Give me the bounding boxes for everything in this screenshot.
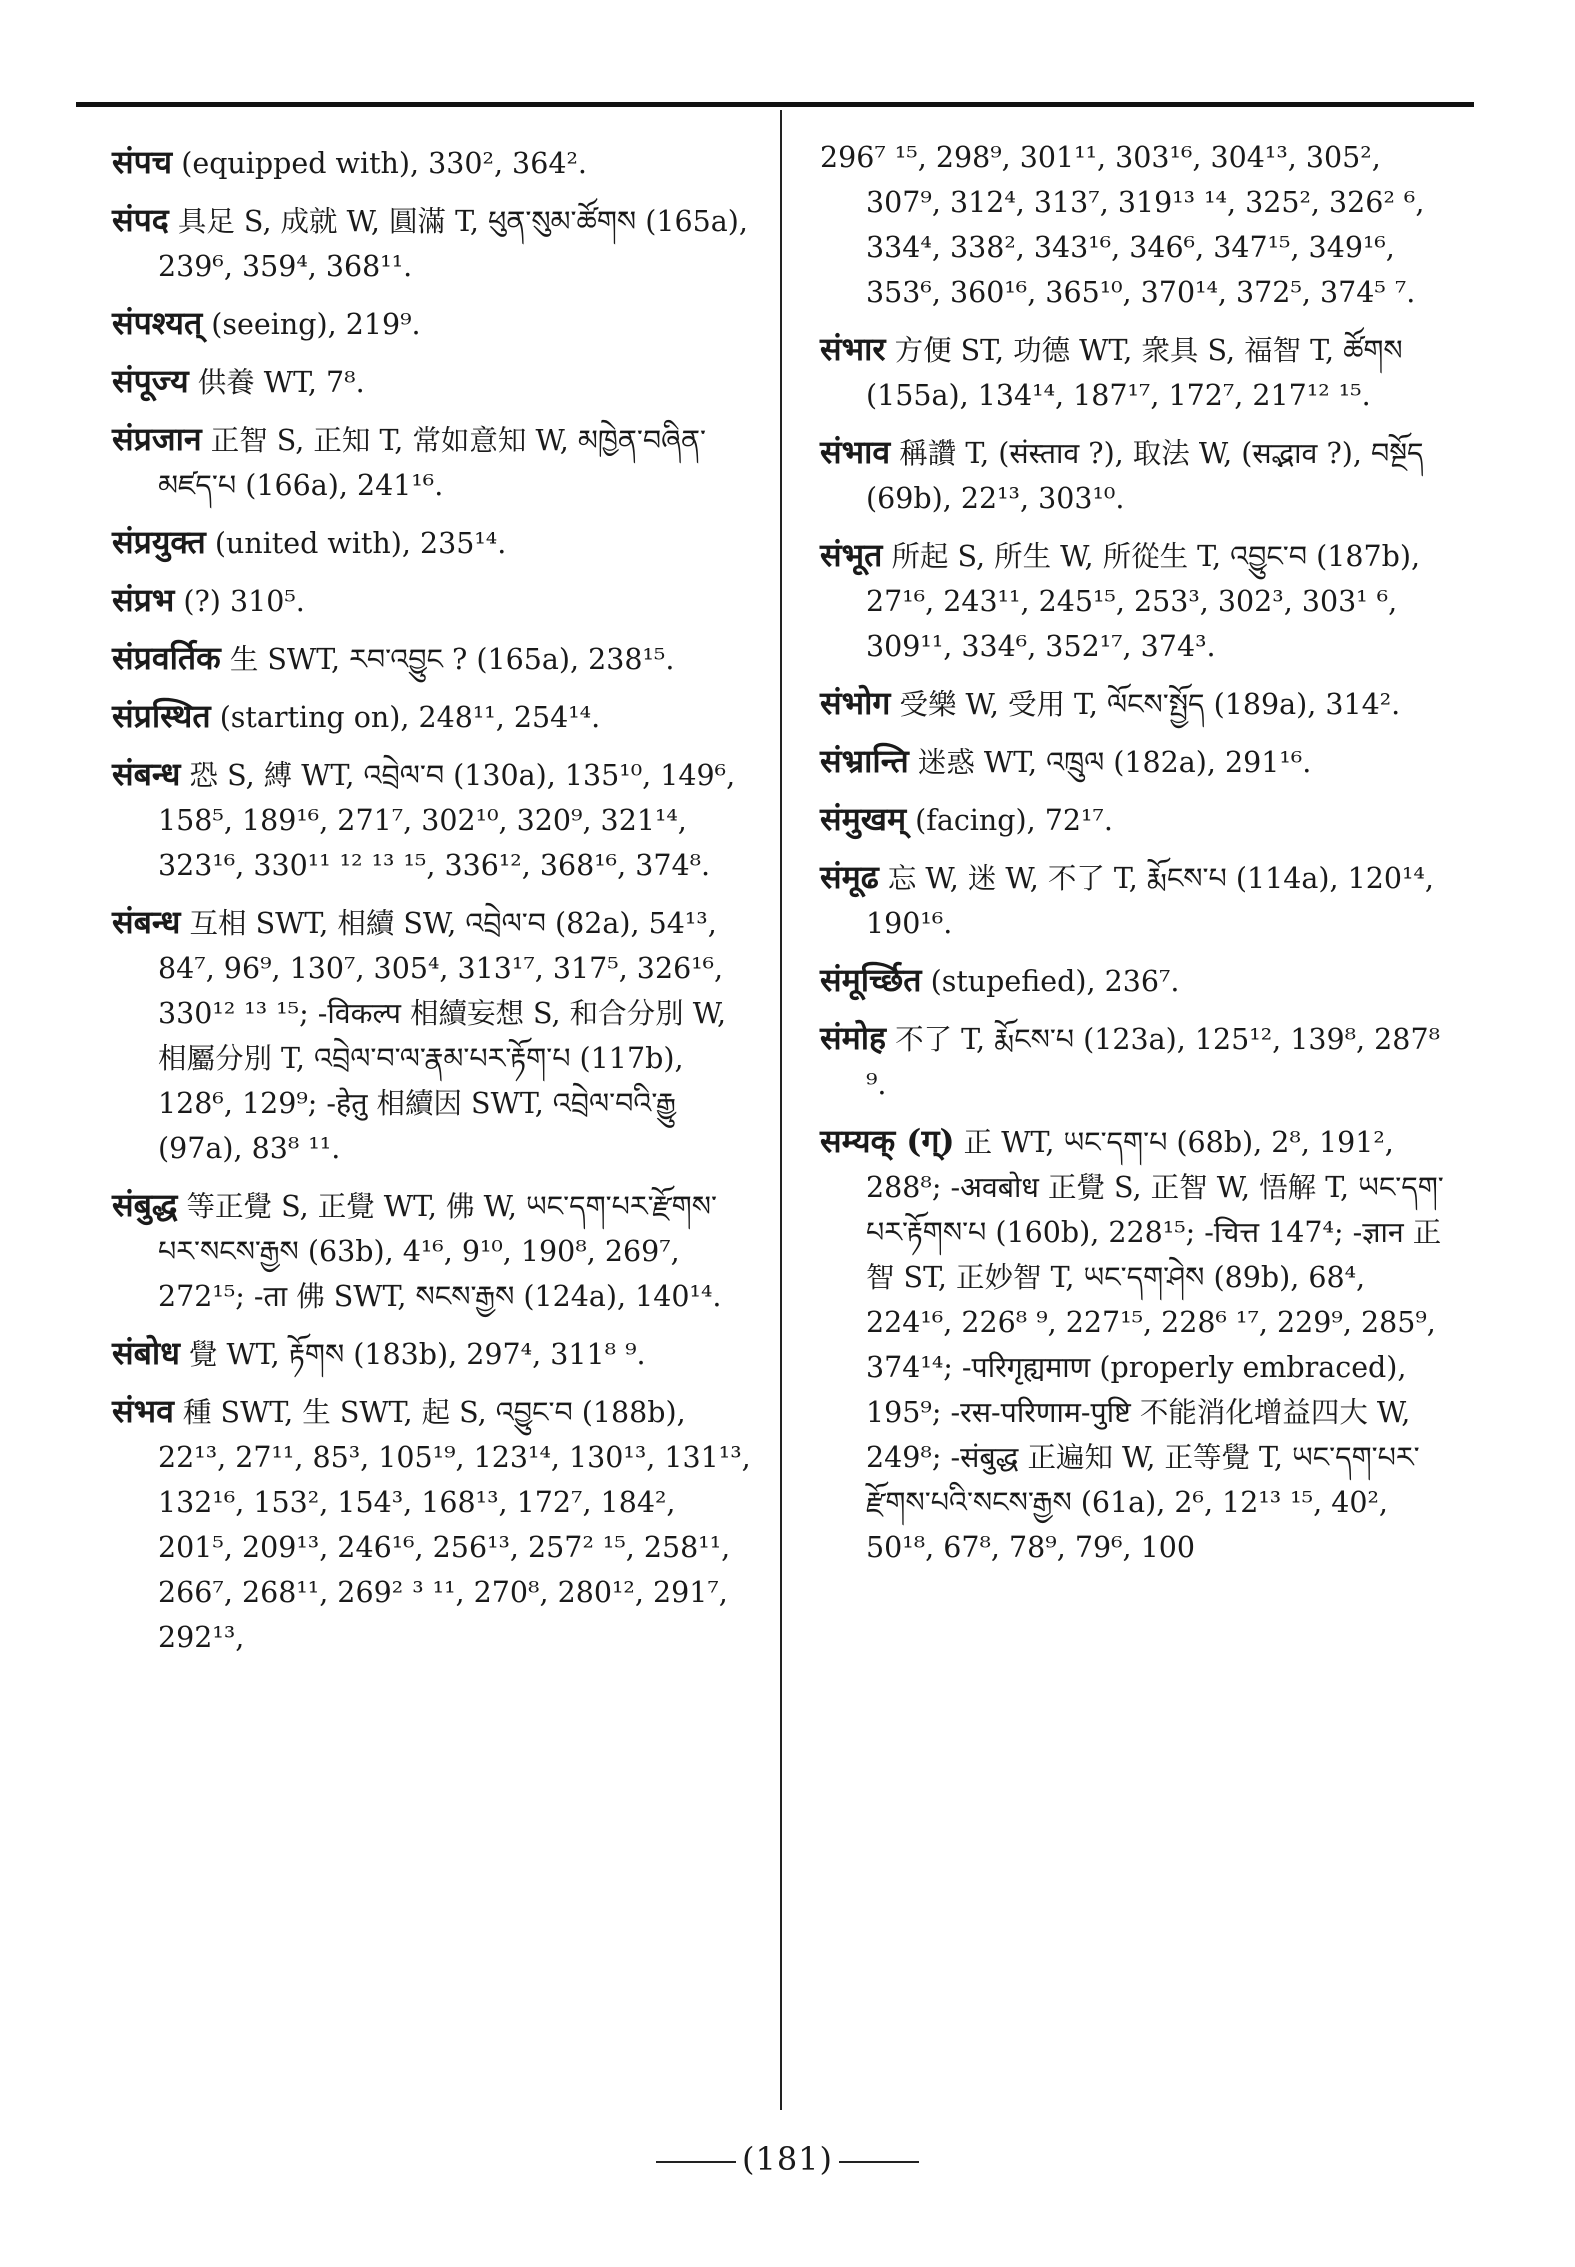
entry-definition: (?) 310⁵.	[183, 585, 305, 618]
entry-headword: संपद	[112, 201, 169, 239]
entry-definition: 恐 S, 縛 WT, འབྲེལ་བ (130a), 135¹⁰, 149⁶, 158⁵, 189¹⁶, 271⁷, 302¹⁰, 320⁹, 321¹⁴, 323¹⁶, 330¹¹ ¹² ¹³ ¹⁵, 336¹², 368¹⁶, 374⁸.	[158, 759, 736, 882]
dictionary-entry	[820, 958, 1450, 1004]
dictionary-entry	[820, 1016, 1450, 1107]
entry-definition: (united with), 235¹⁴.	[214, 527, 507, 560]
dictionary-entry	[112, 636, 752, 682]
entry-headword: संप्रस्थित	[112, 697, 211, 735]
dictionary-entry	[112, 578, 752, 624]
page-number: 181	[755, 2140, 820, 2178]
entry-headword: संबुद्ध	[112, 1186, 178, 1224]
entry-headword: संभोग	[820, 684, 891, 722]
entry-definition: (starting on), 248¹¹, 254¹⁴.	[219, 701, 601, 734]
entry-headword: संबन्ध	[112, 755, 181, 793]
entry-definition: 不了 T, རྨོངས་པ (123a), 125¹², 139⁸, 287⁸ ⁹.	[866, 1023, 1441, 1101]
dictionary-entry	[112, 417, 752, 508]
entry-definition: 正 WT, ཡང་དག་པ (68b), 2⁸, 191², 288⁸; -अवबोध 正覺 S, 正智 W, 悟解 T, ཡང་དག་པར་རྟོགས་པ (160b), 228¹⁵; -चित्त 147⁴; -ज्ञान 正智 ST, 正妙智 T, ཡང་དག་ཤེས (89b), 68⁴, 224¹⁶, 226⁸ ⁹, 227¹⁵, 228⁶ ¹⁷, 229⁹, 285⁹, 374¹⁴; -परिगृह्यमाण (properly embraced), 195⁹; -रस-परिणाम-पुष्टि 不能消化增益四大 W, 249⁸; -संबुद्ध 正遍知 W, 正等覺 T, ཡང་དག་པར་རྫོགས་པའི་སངས་རྒྱས (61a), 2⁶, 12¹³ ¹⁵, 40², 50¹⁸, 67⁸, 78⁹, 79⁶, 100	[866, 1126, 1444, 1564]
entry-definition: 忘 W, 迷 W, 不了 T, རྨོངས་པ (114a), 120¹⁴, 190¹⁶.	[866, 862, 1434, 940]
dictionary-entry	[820, 327, 1450, 418]
dictionary-entry	[112, 1183, 752, 1319]
dictionary-entry-continued	[820, 134, 1450, 315]
entry-headword: संमूढ	[820, 858, 879, 896]
footer-dash-left	[656, 2161, 736, 2163]
entry-headword: संभ्रान्ति	[820, 742, 909, 780]
dictionary-entry	[820, 430, 1450, 521]
entry-definition: 供養 WT, 7⁸.	[197, 366, 365, 399]
entry-headword: संपूज्य	[112, 362, 189, 400]
dictionary-entry	[112, 198, 752, 289]
left-column	[112, 140, 752, 1672]
entry-definition: 生 SWT, རབ་འབྱུང ? (165a), 238¹⁵.	[229, 643, 675, 676]
entry-headword: संभाव	[820, 433, 891, 471]
entry-definition: 稱讚 T, (संस्ताव ?), 取法 W, (सद्भाव ?), བསྔོད (69b), 22¹³, 303¹⁰.	[866, 437, 1424, 515]
dictionary-entry	[112, 140, 752, 186]
dictionary-entry	[112, 752, 752, 888]
page-footer: (181)	[0, 2140, 1575, 2178]
entry-headword: संमुखम्	[820, 800, 907, 838]
entry-definition: 互相 SWT, 相續 SW, འབྲེལ་བ (82a), 54¹³, 84⁷, 96⁹, 130⁷, 305⁴, 313¹⁷, 317⁵, 326¹⁶, 330¹² ¹³ ¹⁵; -विकल्प 相續妄想 S, 和合分別 W, 相屬分別 T, འབྲེལ་བ་ལ་རྣམ་པར་རྟོག་པ (117b), 128⁶, 129⁹; -हेतु 相續因 SWT, འབྲེལ་བའི་རྒྱུ (97a), 83⁸ ¹¹.	[158, 907, 727, 1165]
entry-headword: संबोध	[112, 1334, 180, 1372]
dictionary-entry	[820, 681, 1450, 727]
entry-headword: संपच	[112, 143, 173, 181]
entry-headword: संभव	[112, 1392, 174, 1430]
entry-headword: संप्रवर्तिक	[112, 639, 221, 677]
entry-definition: (seeing), 219⁹.	[211, 308, 421, 341]
entry-headword: सम्यक् (ग्)	[820, 1122, 955, 1160]
entry-definition: (equipped with), 330², 364².	[181, 147, 587, 180]
entry-definition: 受樂 W, 受用 T, ལོངས་སྤྱོད (189a), 314².	[899, 688, 1401, 721]
dictionary-entry	[112, 359, 752, 405]
dictionary-entry	[820, 797, 1450, 843]
entry-headword: संप्रभ	[112, 581, 175, 619]
entry-headword: संमूर्च्छित	[820, 961, 922, 999]
entry-definition: 等正覺 S, 正覺 WT, 佛 W, ཡང་དག་པར་རྫོགས་པར་སངས་རྒྱས (63b), 4¹⁶, 9¹⁰, 190⁸, 269⁷, 272¹⁵; -ता 佛 SWT, སངས་རྒྱས (124a), 140¹⁴.	[158, 1190, 722, 1313]
entry-definition: (facing), 72¹⁷.	[915, 804, 1113, 837]
entry-definition: 種 SWT, 生 SWT, 起 S, འབྱུང་བ (188b), 22¹³, 27¹¹, 85³, 105¹⁹, 123¹⁴, 130¹³, 131¹³, 132¹⁶, 153², 154³, 168¹³, 172⁷, 184², 201⁵, 209¹³, 246¹⁶, 256¹³, 257² ¹⁵, 258¹¹, 266⁷, 268¹¹, 269² ³ ¹¹, 270⁸, 280¹², 291⁷, 292¹³,	[158, 1396, 751, 1654]
footer-dash-right	[839, 2161, 919, 2163]
dictionary-entry	[112, 301, 752, 347]
entry-headword: संभार	[820, 330, 886, 368]
column-divider	[780, 110, 782, 2110]
entry-headword: संपश्यत्	[112, 304, 203, 342]
entry-definition: 迷惑 WT, འཁྲུལ (182a), 291¹⁶.	[917, 746, 1312, 779]
dictionary-entry	[112, 694, 752, 740]
entry-headword: संबन्ध	[112, 903, 181, 941]
dictionary-entry	[820, 533, 1450, 669]
entry-definition: 296⁷ ¹⁵, 298⁹, 301¹¹, 303¹⁶, 304¹³, 305², 307⁹, 312⁴, 313⁷, 319¹³ ¹⁴, 325², 326² ⁶, 334⁴, 338², 343¹⁶, 346⁶, 347¹⁵, 349¹⁶, 353⁶, 360¹⁶, 365¹⁰, 370¹⁴, 372⁵, 374⁵ ⁷.	[820, 141, 1425, 309]
entry-definition: 所起 S, 所生 W, 所從生 T, འབྱུང་བ (187b), 27¹⁶, 243¹¹, 245¹⁵, 253³, 302³, 303¹ ⁶, 309¹¹, 334⁶, 352¹⁷, 374³.	[866, 540, 1421, 663]
entry-headword: संमोह	[820, 1019, 887, 1057]
entry-headword: संप्रजान	[112, 420, 202, 458]
dictionary-entry	[820, 855, 1450, 946]
top-rule	[76, 102, 1474, 107]
entry-definition: (stupefied), 236⁷.	[930, 965, 1180, 998]
entry-definition: 覺 WT, རྟོགས (183b), 297⁴, 311⁸ ⁹.	[188, 1338, 646, 1371]
entry-headword: संप्रयुक्त	[112, 523, 206, 561]
dictionary-entry	[820, 739, 1450, 785]
entry-headword: संभूत	[820, 536, 883, 574]
dictionary-entry	[112, 900, 752, 1171]
right-column	[820, 134, 1450, 1582]
dictionary-entry	[112, 1331, 752, 1377]
entry-definition: 具足 S, 成就 W, 圓滿 T, ཕུན་སུམ་ཚོགས (165a), 239⁶, 359⁴, 368¹¹.	[158, 205, 748, 283]
entry-definition: 方便 ST, 功德 WT, 衆具 S, 福智 T, ཚོགས (155a), 134¹⁴, 187¹⁷, 172⁷, 217¹² ¹⁵.	[866, 334, 1403, 412]
dictionary-entry	[112, 1389, 752, 1660]
dictionary-entry	[112, 520, 752, 566]
entry-definition: 正智 S, 正知 T, 常如意知 W, མཁྱེན་བཞིན་མཛད་པ (166a), 241¹⁶.	[158, 424, 707, 502]
dictionary-entry	[820, 1119, 1450, 1570]
